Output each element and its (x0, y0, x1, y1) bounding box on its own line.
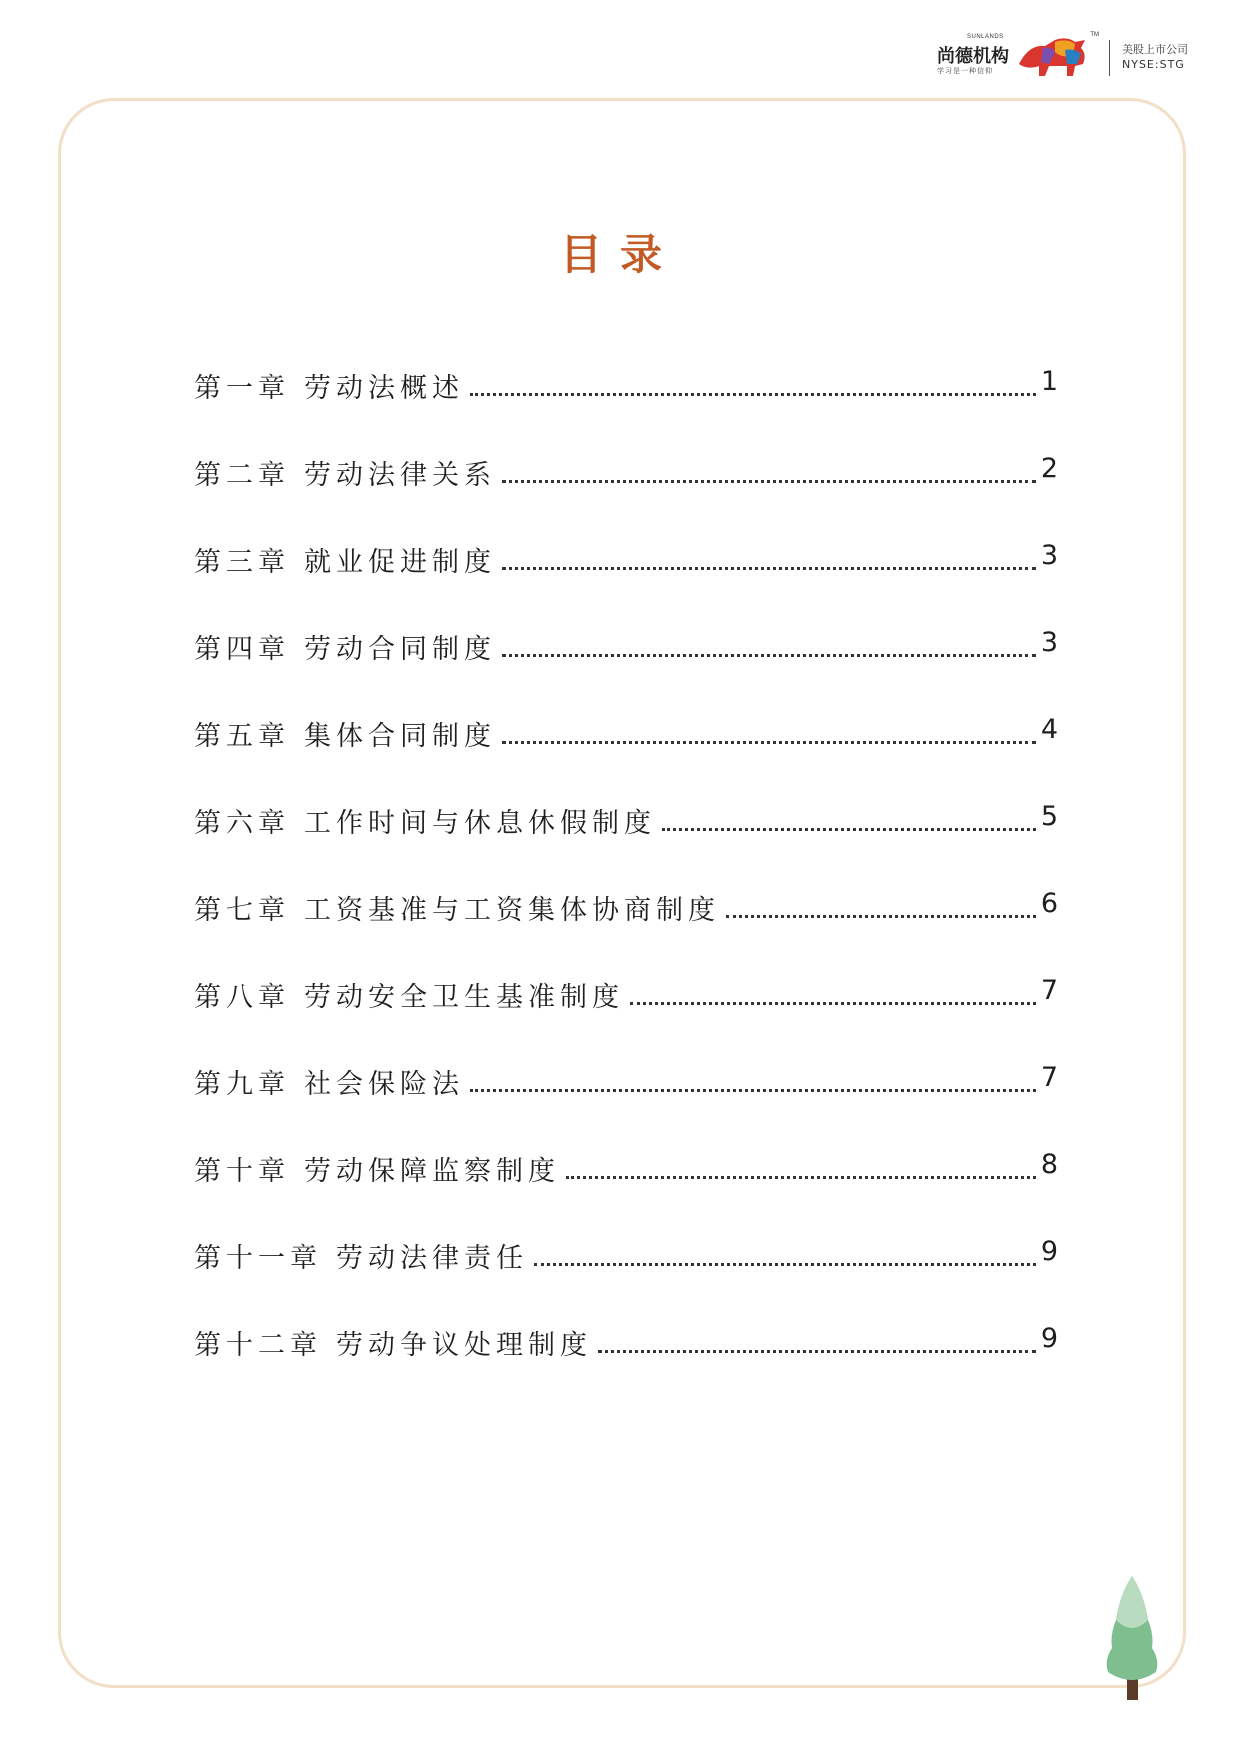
toc-page-number: 3 (1040, 627, 1058, 658)
tree-icon (1094, 1568, 1170, 1708)
toc-chapter-number: 第十章 (194, 1156, 290, 1187)
toc-page-number: 6 (1040, 888, 1058, 919)
toc-row[interactable] (194, 366, 1058, 453)
toc-chapter-number: 第十二章 (194, 1330, 322, 1361)
toc-leader-dots (502, 627, 1036, 657)
toc-chapter-number: 第二章 (194, 460, 290, 491)
brand-slogan: 学习是一种信仰 (937, 67, 993, 75)
brand-logo (937, 28, 1097, 88)
toc-row[interactable] (194, 453, 1058, 540)
toc-chapter-title: 集体合同制度 (304, 721, 496, 752)
toc-row[interactable] (194, 1236, 1058, 1323)
listing-info (1122, 43, 1188, 73)
toc-chapter-title: 劳动合同制度 (304, 634, 496, 665)
toc-row[interactable] (194, 714, 1058, 801)
toc-chapter-title: 劳动安全卫生基准制度 (304, 982, 624, 1013)
trademark: TM (1090, 32, 1099, 38)
toc-chapter-title: 劳动法律责任 (336, 1243, 528, 1274)
listing-line2: NYSE:STG (1122, 58, 1185, 71)
toc-chapter-number: 第九章 (194, 1069, 290, 1100)
toc-page-number: 9 (1040, 1236, 1058, 1267)
toc-chapter-title: 劳动法概述 (304, 373, 464, 404)
toc-leader-dots (470, 1062, 1036, 1092)
toc-chapter-title: 劳动争议处理制度 (336, 1330, 592, 1361)
toc-leader-dots (470, 366, 1036, 396)
toc-chapter-number: 第三章 (194, 547, 290, 578)
toc-leader-dots (502, 453, 1036, 483)
toc-chapter-title: 社会保险法 (304, 1069, 464, 1100)
toc-leader-dots (566, 1149, 1036, 1179)
toc-row[interactable] (194, 1062, 1058, 1149)
toc-page-number: 2 (1040, 453, 1058, 484)
toc-leader-dots (630, 975, 1036, 1005)
toc-page-number: 4 (1040, 714, 1058, 745)
table-of-contents (194, 366, 1058, 1410)
toc-page-number: 1 (1040, 366, 1058, 397)
toc-page-number: 3 (1040, 540, 1058, 571)
page-title: 目录 (559, 230, 680, 279)
bull-logo-icon (1015, 34, 1093, 78)
toc-chapter-number: 第六章 (194, 808, 290, 839)
toc-leader-dots (662, 801, 1036, 831)
toc-chapter-title: 工资基准与工资集体协商制度 (304, 895, 720, 926)
toc-leader-dots (502, 714, 1036, 744)
toc-leader-dots (502, 540, 1036, 570)
toc-chapter-title: 劳动保障监察制度 (304, 1156, 560, 1187)
toc-chapter-number: 第七章 (194, 895, 290, 926)
toc-row[interactable] (194, 1149, 1058, 1236)
toc-chapter-title: 工作时间与休息休假制度 (304, 808, 656, 839)
brand-name: 尚德机构 (937, 46, 1009, 67)
toc-page-number: 9 (1040, 1323, 1058, 1354)
toc-row[interactable] (194, 627, 1058, 714)
header-divider (1109, 40, 1110, 76)
toc-chapter-title: 就业促进制度 (304, 547, 496, 578)
listing-line1: 美股上市公司 (1122, 43, 1188, 57)
brand-tagline: SUNLANDS (967, 34, 1004, 40)
toc-row[interactable] (194, 1323, 1058, 1410)
toc-chapter-number: 第一章 (194, 373, 290, 404)
toc-chapter-number: 第十一章 (194, 1243, 322, 1274)
toc-row[interactable] (194, 801, 1058, 888)
toc-page-number: 5 (1040, 801, 1058, 832)
header (937, 28, 1188, 88)
toc-leader-dots (598, 1323, 1036, 1353)
toc-leader-dots (726, 888, 1036, 918)
toc-page-number: 8 (1040, 1149, 1058, 1180)
toc-page-number: 7 (1040, 975, 1058, 1006)
toc-chapter-number: 第四章 (194, 634, 290, 665)
toc-leader-dots (534, 1236, 1036, 1266)
toc-row[interactable] (194, 540, 1058, 627)
toc-row[interactable] (194, 975, 1058, 1062)
toc-chapter-number: 第八章 (194, 982, 290, 1013)
toc-chapter-title: 劳动法律关系 (304, 460, 496, 491)
toc-row[interactable] (194, 888, 1058, 975)
toc-chapter-number: 第五章 (194, 721, 290, 752)
toc-page-number: 7 (1040, 1062, 1058, 1093)
